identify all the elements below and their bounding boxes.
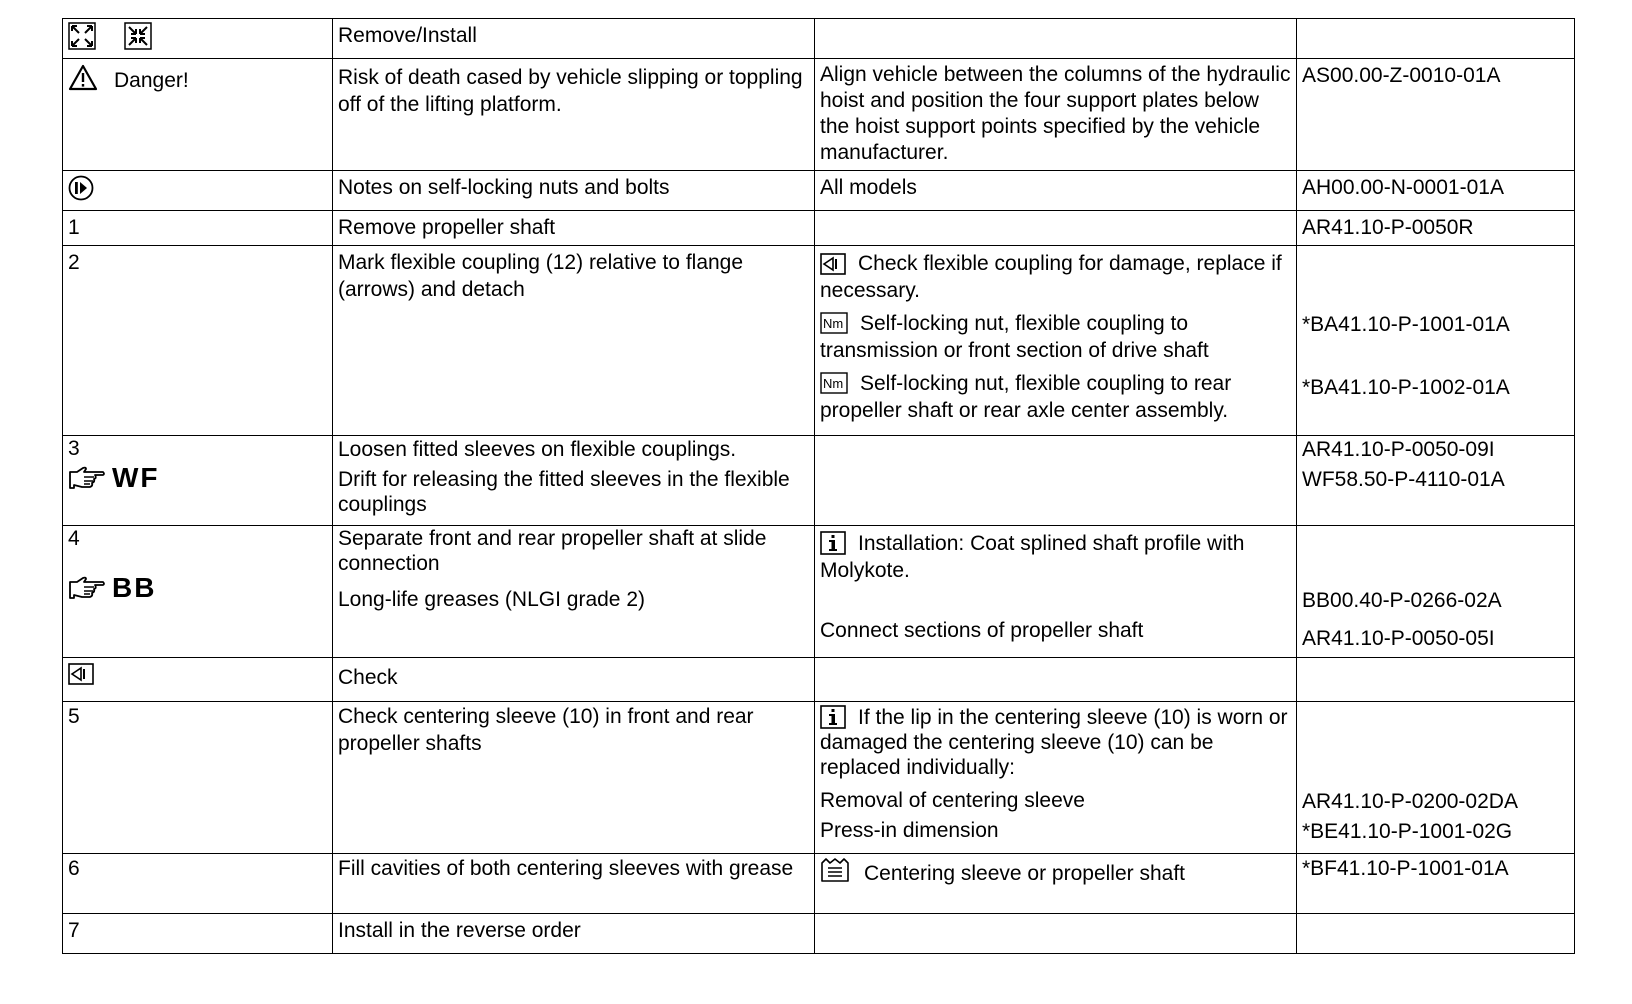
torque-text-1: Self-locking nut, flexible coupling to transmission or front section of drive shaft [820, 312, 1209, 362]
step-docs-cell [1297, 246, 1575, 436]
danger-cell [63, 59, 333, 171]
step-number-cell [63, 436, 333, 526]
danger-instruction: Align vehicle between the columns of the hydraulic hoist and position the four support plates below the hoist support points specified by the vehicle manufacturer. [815, 59, 1297, 171]
warning-triangle-icon [68, 64, 98, 91]
tool-tag-label: BB [112, 572, 157, 603]
remove-install-title: Remove/Install [333, 19, 815, 59]
step-text: Remove propeller shaft [333, 211, 815, 246]
table-row [63, 658, 1575, 702]
info-note [820, 530, 1291, 584]
info-text: Installation: Coat splined shaft profile with Molykote. [820, 532, 1245, 582]
empty-cell [1297, 914, 1575, 954]
tool-tag-label: WF [112, 462, 160, 493]
check-icon [68, 663, 94, 685]
connect-text: Connect sections of propeller shaft [820, 619, 1144, 642]
removal-doc: AR41.10-P-0200-02DA [1302, 790, 1518, 813]
info-text: If the lip in the centering sleeve (10) is worn or damaged the centering sleeve (10) can be replaced individually: [820, 706, 1288, 779]
empty-cell [815, 436, 1297, 526]
tool-tag [68, 464, 327, 491]
symbol-cell [63, 19, 333, 59]
torque-text-2: Self-locking nut, flexible coupling to rear propeller shaft or rear axle center assembly. [820, 372, 1232, 422]
notes-text: Notes on self-locking nuts and bolts [333, 171, 815, 211]
procedure-table [62, 18, 1575, 954]
pointing-hand-icon [68, 466, 106, 490]
check-symbol-cell [63, 658, 333, 702]
grease-doc: BB00.40-P-0266-02A [1302, 589, 1502, 612]
step-number: 7 [63, 914, 333, 954]
empty-cell [815, 19, 1297, 59]
press-doc: *BE41.10-P-1001-02G [1302, 820, 1513, 843]
table-row [63, 19, 1575, 59]
table-row [63, 171, 1575, 211]
empty-cell [1297, 19, 1575, 59]
step-text: Separate front and rear propeller shaft at slide connection [338, 527, 767, 575]
install-icon [124, 22, 152, 50]
info-note [820, 705, 1291, 780]
notes-doc: AH00.00-N-0001-01A [1297, 171, 1575, 211]
step-number: 5 [63, 702, 333, 854]
tool-text: Drift for releasing the fitted sleeves in the flexible couplings [338, 468, 790, 516]
torque-doc-2: *BA41.10-P-1002-01A [1302, 376, 1510, 399]
pointing-hand-icon [68, 576, 106, 600]
table-row [63, 246, 1575, 436]
torque-note-1 [820, 310, 1291, 364]
specification-icon [820, 857, 850, 883]
notes-models: All models [815, 171, 1297, 211]
grease-text: Long-life greases (NLGI grade 2) [338, 588, 645, 611]
step-text: Check centering sleeve (10) in front and rear propeller shafts [333, 702, 815, 854]
removal-text: Removal of centering sleeve [820, 789, 1085, 812]
step-notes-cell [815, 246, 1297, 436]
step-text: Fill cavities of both centering sleeves with grease [333, 854, 815, 914]
torque-nm-icon [820, 372, 848, 394]
connect-doc: AR41.10-P-0050-05I [1302, 627, 1495, 650]
self-locking-note-icon [68, 175, 94, 201]
table-row [63, 211, 1575, 246]
svg-text:Nm: Nm [823, 316, 844, 331]
tool-doc: WF58.50-P-4110-01A [1302, 468, 1505, 491]
step-number: 2 [63, 246, 333, 436]
danger-doc: AS00.00-Z-0010-01A [1297, 59, 1575, 171]
torque-nm-icon [820, 312, 848, 334]
step-number: 6 [63, 854, 333, 914]
table-row [63, 59, 1575, 171]
check-icon [820, 253, 846, 275]
danger-risk: Risk of death cased by vehicle slipping or toppling off of the lifting platform. [333, 59, 815, 171]
table-row [63, 914, 1575, 954]
table-row [63, 436, 1575, 526]
table-row [63, 526, 1575, 658]
step-number: 4 [68, 527, 80, 550]
empty-cell [815, 658, 1297, 702]
spec-text: Centering sleeve or propeller shaft [864, 862, 1186, 885]
step-number: 3 [68, 437, 80, 460]
step-docs-cell [1297, 526, 1575, 658]
step-text-cell [333, 526, 815, 658]
step-number: 1 [63, 211, 333, 246]
step-text: Install in the reverse order [333, 914, 815, 954]
check-text: Check flexible coupling for damage, replace if necessary. [820, 252, 1282, 302]
step-text: Mark flexible coupling (12) relative to flange (arrows) and detach [333, 246, 815, 436]
step-number-cell [63, 526, 333, 658]
danger-label: Danger! [114, 69, 189, 92]
spec-cell [815, 854, 1297, 914]
step-notes-cell [815, 702, 1297, 854]
step-doc: AR41.10-P-0050R [1297, 211, 1575, 246]
torque-note-2 [820, 370, 1291, 424]
step-doc: *BF41.10-P-1001-01A [1297, 854, 1575, 914]
tool-tag [68, 574, 327, 601]
step-docs-cell [1297, 436, 1575, 526]
press-text: Press-in dimension [820, 819, 999, 842]
step-text: Loosen fitted sleeves on flexible couplings. [338, 438, 737, 461]
table-row [63, 702, 1575, 854]
info-icon [820, 705, 846, 729]
step-docs-cell [1297, 702, 1575, 854]
step-text-cell [333, 436, 815, 526]
empty-cell [1297, 658, 1575, 702]
step-notes-cell [815, 526, 1297, 658]
check-label: Check [333, 658, 815, 702]
svg-text:Nm: Nm [823, 376, 844, 391]
torque-doc-1: *BA41.10-P-1001-01A [1302, 313, 1510, 336]
empty-cell [815, 211, 1297, 246]
remove-icon [68, 22, 96, 50]
step-doc: AR41.10-P-0050-09I [1302, 438, 1495, 461]
check-note [820, 250, 1291, 304]
info-icon [820, 531, 846, 555]
table-row [63, 854, 1575, 914]
note-symbol-cell [63, 171, 333, 211]
empty-cell [815, 914, 1297, 954]
